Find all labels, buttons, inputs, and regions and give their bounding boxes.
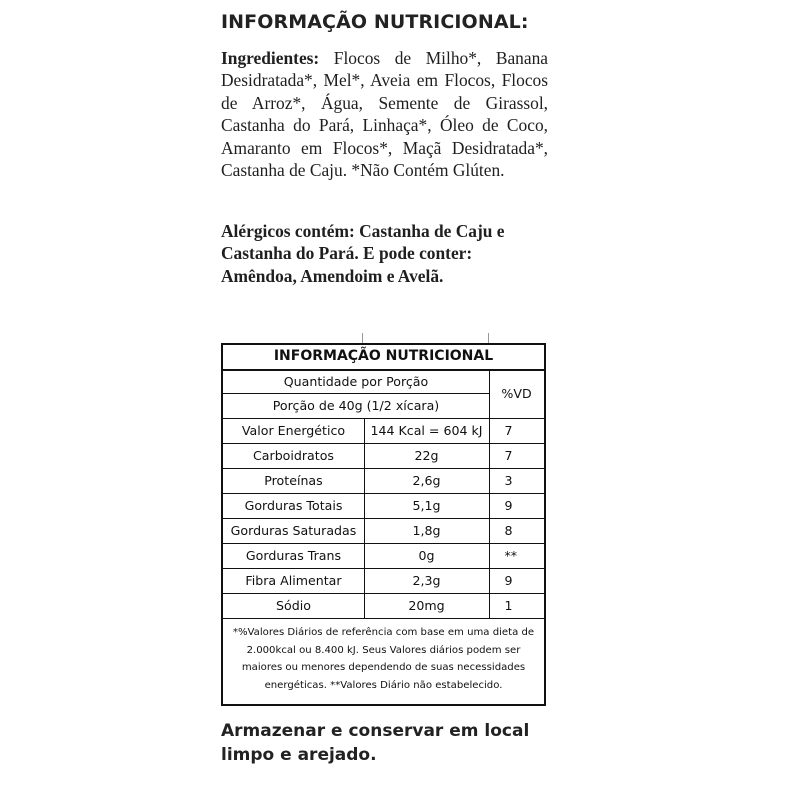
nutrient-amount: 2,6g: [364, 469, 490, 493]
table-row: [223, 444, 544, 469]
table-row: [223, 594, 544, 619]
allergens-paragraph: Alérgicos contém: Castanha de Caju e Castanha do Pará. E pode conter: Amêndoa, Amendoim e Avelã.: [221, 221, 505, 286]
nutrient-amount: 1,8g: [364, 519, 490, 543]
nutrient-vd: [489, 444, 544, 468]
storage-instructions: Armazenar e conservar em local limpo e arejado.: [221, 721, 530, 765]
nutrient-vd: [489, 469, 544, 493]
nutrient-vd-value: 9: [504, 573, 513, 588]
nutrition-table: [221, 343, 546, 706]
ingredients-label: Ingredientes:: [221, 48, 320, 68]
table-tick-mark: [362, 333, 363, 343]
nutrient-name: Gorduras Saturadas: [223, 519, 365, 543]
nutrient-amount: 2,3g: [364, 569, 490, 593]
nutrient-vd-value: 7: [504, 423, 513, 438]
serving-header-label: Quantidade por Porção: [223, 370, 489, 394]
table-row: [223, 519, 544, 544]
nutrient-amount: 22g: [364, 444, 490, 468]
nutrient-name: Carboidratos: [223, 444, 365, 468]
ingredients-paragraph: [221, 47, 548, 181]
nutrient-vd-value: 1: [504, 598, 513, 613]
nutrient-amount: 0g: [364, 544, 490, 568]
table-row: [223, 494, 544, 519]
nutrient-name: Proteínas: [223, 469, 365, 493]
nutrient-vd: [489, 594, 544, 618]
nutrient-amount: 20mg: [364, 594, 490, 618]
nutrient-vd: [489, 519, 544, 543]
vd-header: %VD: [489, 370, 544, 419]
nutrient-name: Fibra Alimentar: [223, 569, 365, 593]
table-row: [223, 419, 544, 444]
table-row: [223, 469, 544, 494]
nutrient-vd-value: 3: [504, 473, 513, 488]
ingredients-text: Flocos de Milho*, Banana Desidratada*, Mel*, Aveia em Flocos, Flocos de Arroz*, Água, Semente de Girassol, Castanha do Pará, Linhaça*, Óleo de Coco, Amaranto em Flocos*, Maçã Desidratada*, Castanha de Caju. *Não Contém Glúten.: [221, 48, 548, 181]
nutrient-amount: 144 Kcal = 604 kJ: [364, 419, 490, 443]
nutrient-amount: 5,1g: [364, 494, 490, 518]
nutrient-vd: [489, 544, 544, 568]
table-footnote: *%Valores Diários de referência com base em uma dieta de 2.000kcal ou 8.400 kJ. Seus Valores diários podem ser maiores ou menores dependendo de suas necessidades energéticas. **Valores Diário não estabelecido.: [232, 627, 535, 691]
nutrient-vd: [489, 569, 544, 593]
nutrient-name: Gorduras Trans: [223, 544, 365, 568]
table-row: [223, 569, 544, 594]
nutrient-vd-value: 7: [504, 448, 513, 463]
table-row: [223, 544, 544, 569]
nutrient-vd-value: 9: [504, 498, 513, 513]
nutrient-name: Gorduras Totais: [223, 494, 365, 518]
page-heading: INFORMAÇÃO NUTRICIONAL:: [221, 11, 529, 33]
table-title: INFORMAÇÃO NUTRICIONAL: [223, 345, 544, 371]
table-tick-mark: [488, 333, 489, 343]
nutrient-name: Sódio: [223, 594, 365, 618]
serving-size: Porção de 40g (1/2 xícara): [272, 398, 440, 413]
nutrient-vd: [489, 419, 544, 443]
nutrient-name: Valor Energético: [223, 419, 365, 443]
nutrient-vd-value: 8: [504, 523, 513, 538]
nutrient-vd-value: **: [504, 548, 518, 563]
nutrient-vd: [489, 494, 544, 518]
serving-header: [223, 370, 490, 419]
